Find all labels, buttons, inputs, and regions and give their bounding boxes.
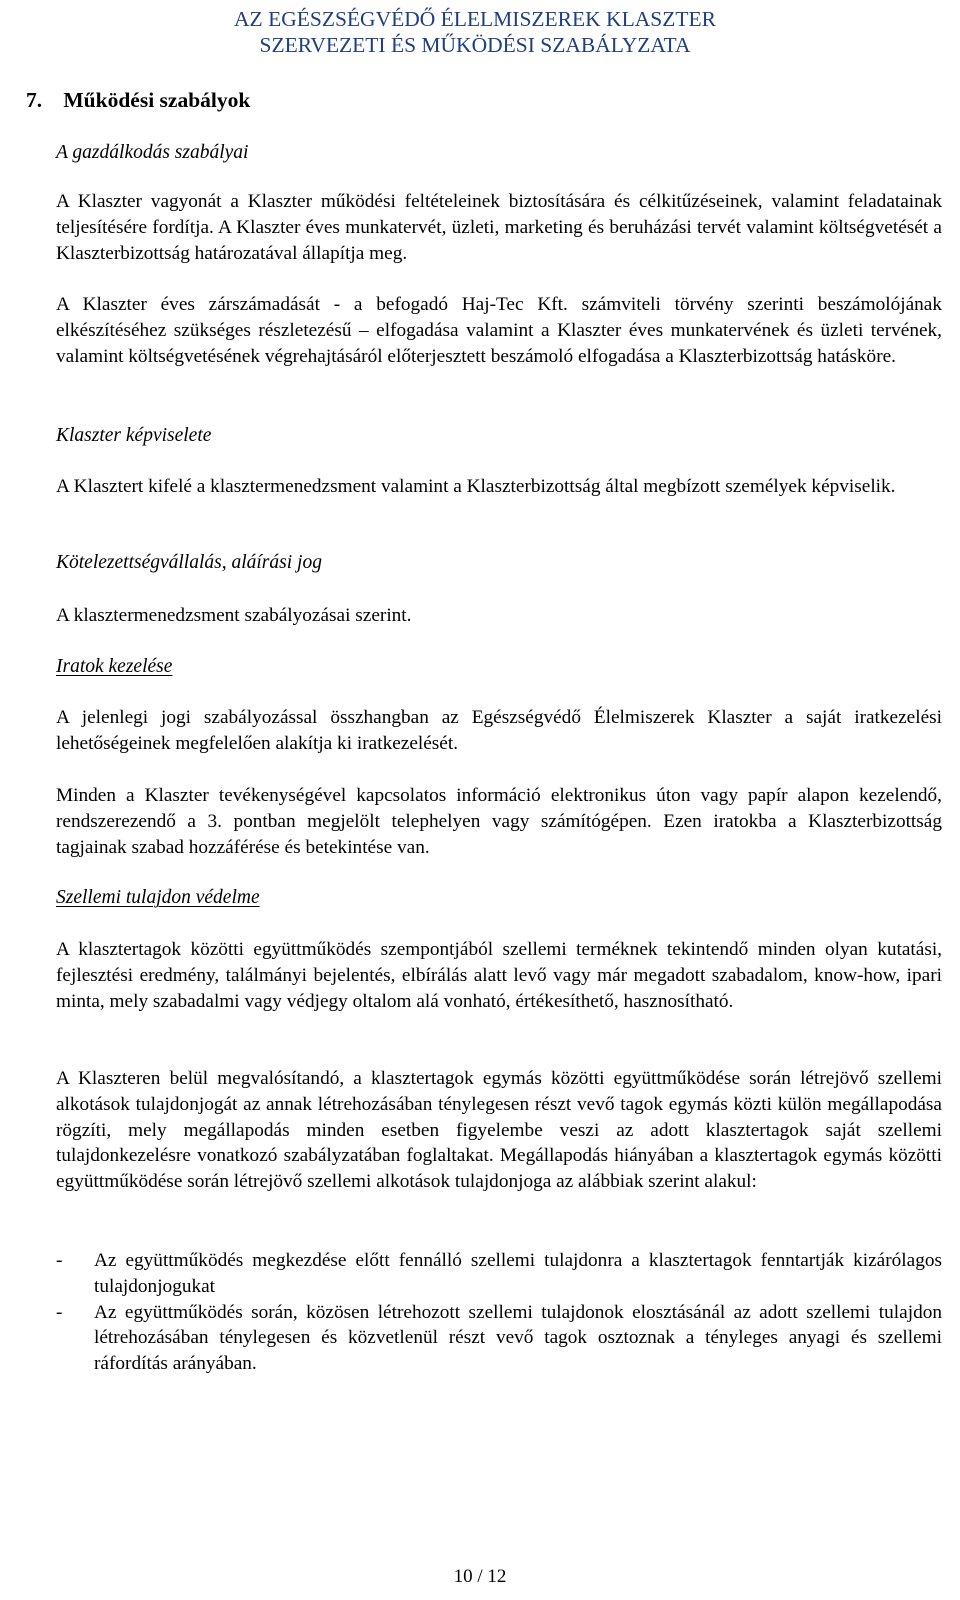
page-number: 10 / 12 bbox=[453, 1566, 507, 1587]
section-title bbox=[26, 86, 250, 114]
document-header bbox=[200, 6, 750, 58]
header-line-1: AZ EGÉSZSÉGVÉDŐ ÉLELMISZEREK KLASZTER bbox=[234, 7, 716, 31]
section-number: 7. bbox=[26, 88, 43, 112]
list-bullet: - bbox=[56, 1250, 63, 1271]
list-item bbox=[56, 1300, 942, 1377]
paragraph-iratok-2: Minden a Klaszter tevékenységével kapcsolatos információ elektronikus úton vagy papír alapon kezelendő, rendszerezendő a 3. pontban megjelölt telephelyen vagy számítógépen. Ezen iratokba a Klaszterbizottság tagjainak szabad hozzáférése és betekintése van. bbox=[56, 785, 942, 858]
header-line-2: SZERVEZETI ÉS MŰKÖDÉSI SZABÁLYZATA bbox=[259, 33, 691, 57]
paragraph-iratok-1: A jelenlegi jogi szabályozással összhangban az Egészségvédő Élelmiszerek Klaszter a saját iratkezelési lehetőségeinek megfelelően alakítja ki iratkezelését. bbox=[56, 707, 942, 754]
heading-szellemi: Szellemi tulajdon védelme bbox=[56, 887, 260, 908]
list-bullet: - bbox=[56, 1301, 63, 1323]
heading-iratok: Iratok kezelése bbox=[56, 656, 173, 677]
heading-kotelezettseg: Kötelezettségvállalás, aláírási jog bbox=[56, 552, 322, 573]
section-title-text: Működési szabályok bbox=[63, 88, 251, 112]
list-item-text: Az együttműködés során, közösen létrehozott szellemi tulajdonok elosztásánál az adott szellemi tulajdon létrehozásában ténylegesen és közvetlenül részt vevő tagok osztoznak a tényleges anyagi és szellemi ráfordítás arányában. bbox=[94, 1301, 942, 1375]
paragraph-gazdalkodas-1: A Klaszter vagyonát a Klaszter működési feltételeinek biztosítására és célkitűzéseinek, valamint feladatainak teljesítésére fordítja. A Klaszter éves munkatervét, üzleti, marketing és beruházási tervét valamint költségvetését a Klaszterbizottság határozatával állapítja meg. bbox=[56, 191, 942, 264]
heading-gazdalkodas: A gazdálkodás szabályai bbox=[56, 142, 249, 163]
list-item-text: Az együttműködés megkezdése előtt fennálló szellemi tulajdonra a klasztertagok fenntartják kizárólagos tulajdonjogukat bbox=[94, 1250, 942, 1297]
heading-kepviselet: Klaszter képviselete bbox=[56, 425, 212, 446]
paragraph-szellemi-1: A klasztertagok közötti együttműködés szempontjából szellemi terméknek tekintendő minden olyan kutatási, fejlesztési eredmény, találmányi bejelentés, elbírálás alatt levő vagy már megadott szabadalom, know-how, ipari minta, mely szabadalmi vagy védjegy oltalom alá vonható, értékesíthető, hasznosítható. bbox=[56, 939, 942, 1012]
paragraph-kepviselet: A Klasztert kifelé a klasztermenedzsment valamint a Klaszterbizottság által megbízott személyek képviselik. bbox=[56, 476, 896, 497]
ownership-list bbox=[56, 1248, 942, 1377]
paragraph-gazdalkodas-2: A Klaszter éves zárszámadását - a befogadó Haj-Tec Kft. számviteli törvény szerinti beszámolójának elkészítéséhez szükséges részletezésű – elfogadása valamint a Klaszter éves munkatervének és üzleti tervének, valamint költségvetésének végrehajtásáról előterjesztett beszámoló elfogadása a Klaszterbizottság hatásköre. bbox=[56, 294, 942, 367]
paragraph-szellemi-2: A Klaszteren belül megvalósítandó, a klasztertagok egymás közötti együttműködése során létrejövő szellemi alkotások tulajdonjogát az annak létrehozásában ténylegesen részt vevő tagok egymás közti külön megállapodása rögzíti, mely megállapodás minden esetben figyelembe veszi az adott klasztertagok saját szellemi tulajdonkezelésre vonatkozó szabályzatában foglaltakat. Megállapodás hiányában a klasztertagok egymás közötti együttműködése során létrejövő szellemi alkotások tulajdonjoga az alábbiak szerint alakul: bbox=[56, 1068, 942, 1193]
list-item bbox=[56, 1248, 942, 1300]
paragraph-kotelezettseg: A klasztermenedzsment szabályozásai szerint. bbox=[56, 605, 412, 626]
